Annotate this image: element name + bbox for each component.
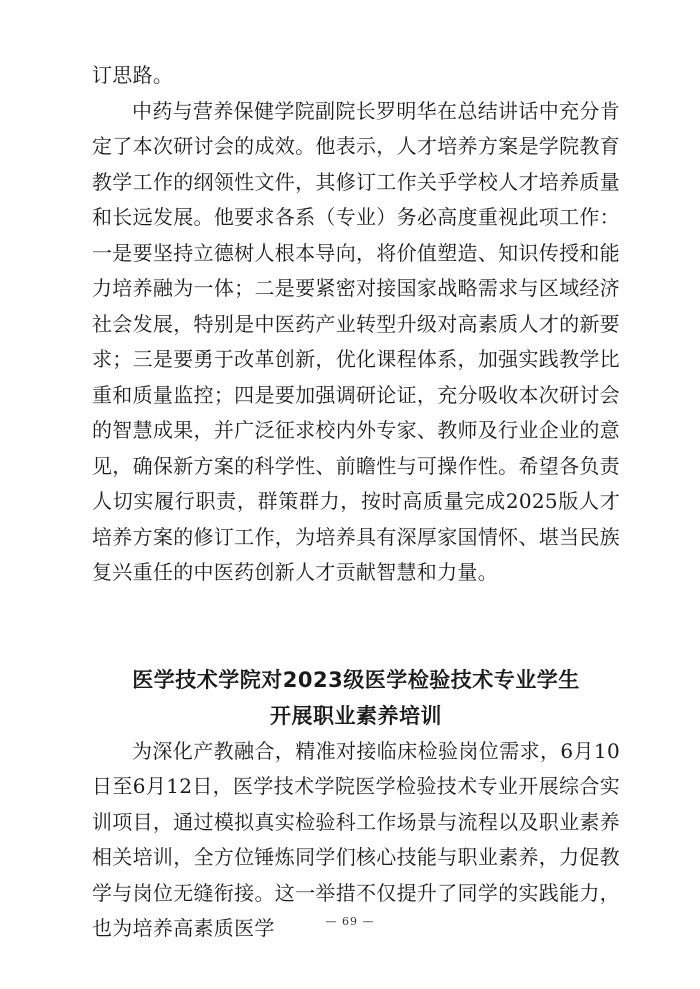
training-paragraph: 为深化产教融合，精准对接临床检验岗位需求，6月10日至6月12日，医学技术学院医学检验技术专业开展综合实训项目，通过模拟真实检验科工作场景与流程以及职业素养相关培训，全方位锤炼同学们核心技能与职业素养，力促教学与岗位无缝衔接。这一举措不仅提升了同学的实践能力，也为培养高素质医学 — [92, 738, 620, 940]
section-spacer — [92, 591, 620, 662]
article-title-line-1: 医学技术学院对2023级医学检验技术专业学生 — [132, 667, 580, 692]
document-page — [92, 58, 620, 947]
article-title — [92, 662, 620, 734]
continuation-text: 订思路。 — [92, 63, 174, 87]
page-number: — 69 — — [325, 915, 375, 928]
summary-paragraph: 中药与营养保健学院副院长罗明华在总结讲话中充分肯定了本次研讨会的成效。他表示，人才培养方案是学院教育教学工作的纲领性文件，其修订工作关乎学校人才培养质量和长远发展。他要求各系（专业）务必高度重视此项工作：一是要坚持立德树人根本导向，将价值塑造、知识传授和能力培养融为一体；二是要紧密对接国家战略需求与区域经济社会发展，特别是中医药产业转型升级对高素质人才的新要求；三是要勇于改革创新，优化课程体系，加强实践教学比重和质量监控；四是要加强调研论证，充分吸收本次研讨会的智慧成果，并广泛征求校内外专家、教师及行业企业的意见，确保新方案的科学性、前瞻性与可操作性。希望各负责人切实履行职责，群策群力，按时高质量完成2025版人才培养方案的修订工作，为培养具有深厚家国情怀、堪当民族复兴重任的中医药创新人才贡献智慧和力量。 — [92, 98, 620, 584]
article-title-line-2: 开展职业素养培训 — [270, 703, 442, 728]
